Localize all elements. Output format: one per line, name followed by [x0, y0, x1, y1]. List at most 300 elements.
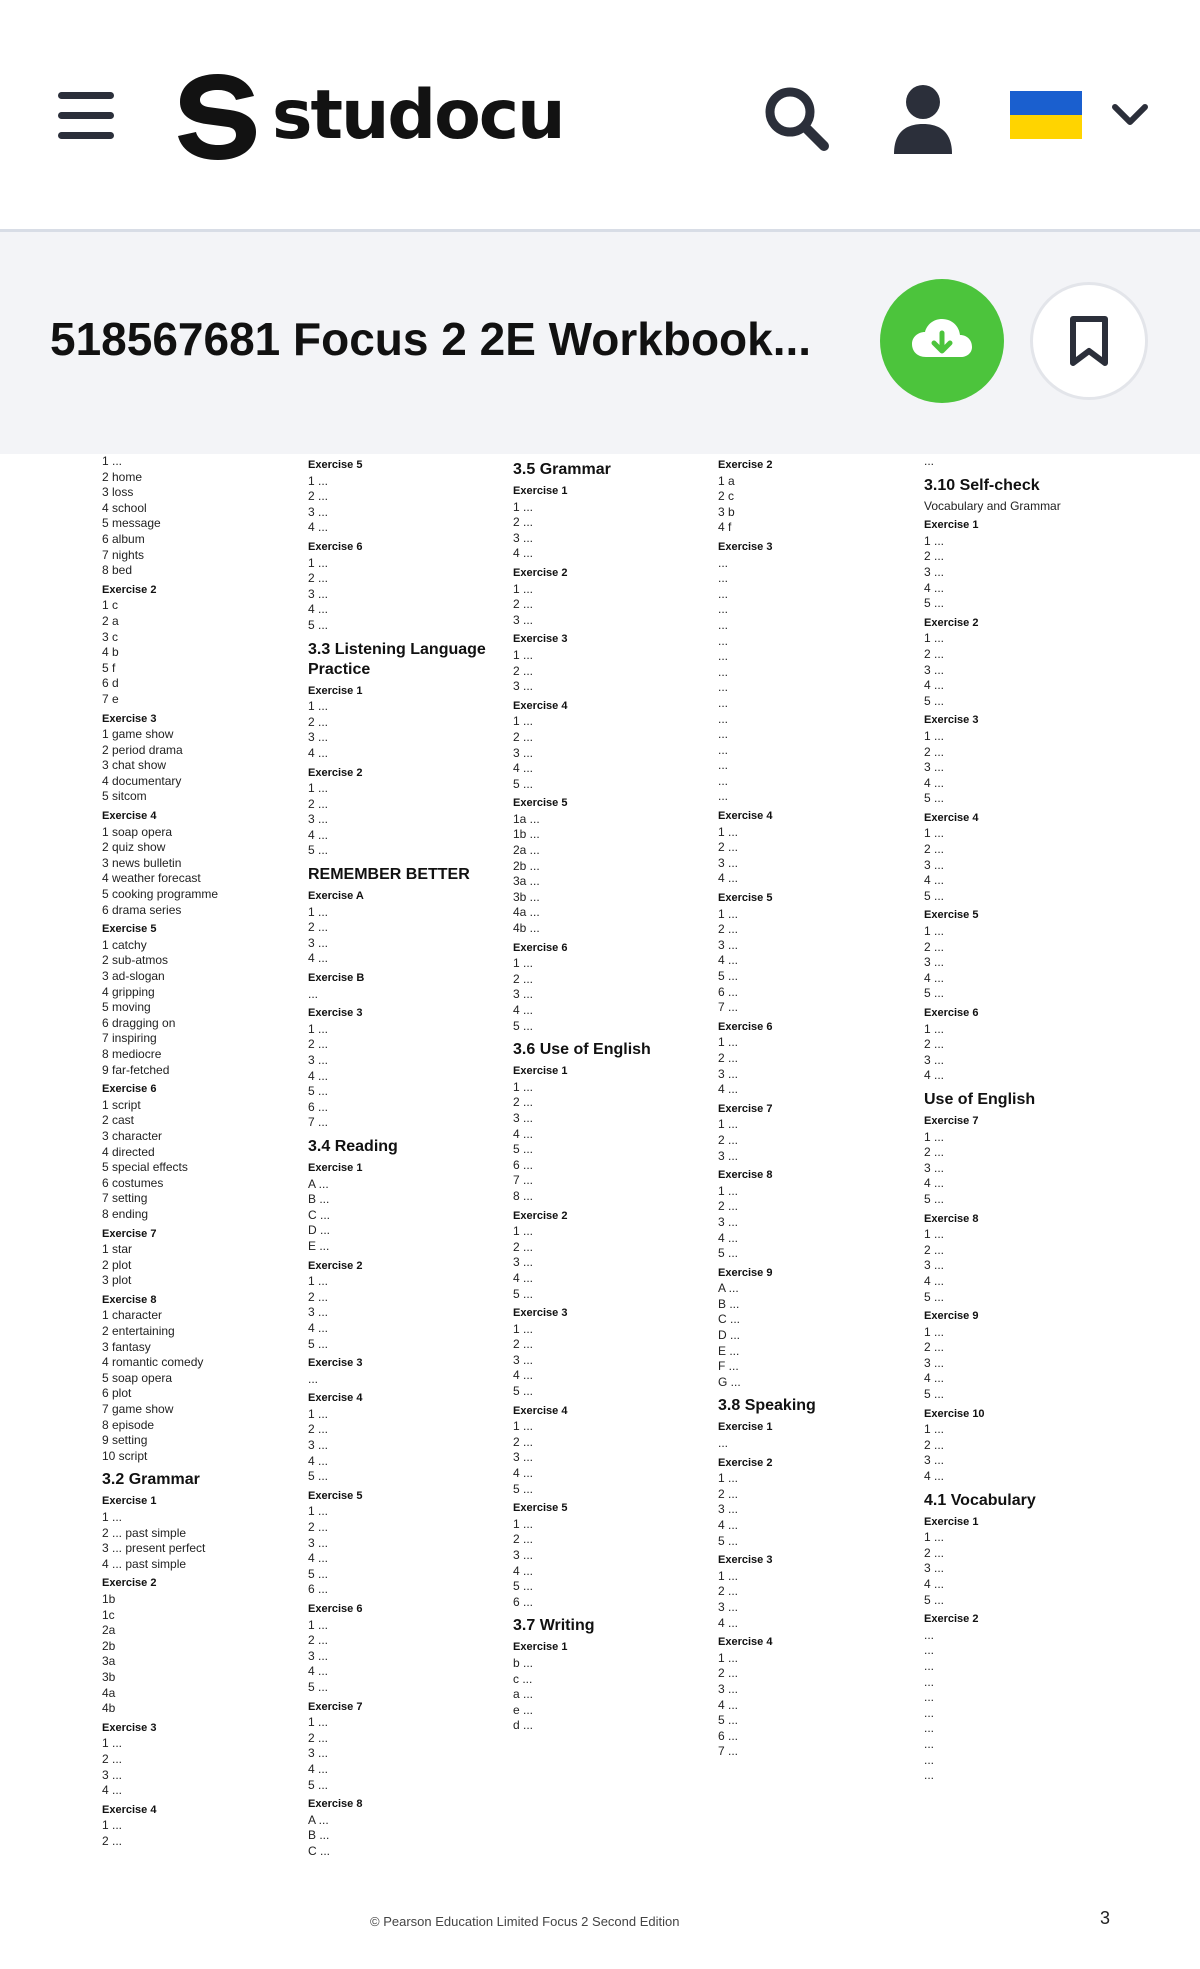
answer-line: 1 ... [308, 781, 329, 796]
answer-line: 3 ... [718, 855, 739, 870]
answer-line: 1 ... [102, 454, 123, 468]
answer-line: 4 ... [924, 873, 945, 888]
answer-line: 1 ... [513, 1224, 534, 1239]
answer-line: 4 ... [308, 1453, 329, 1468]
document-page [0, 454, 1200, 1969]
answer-line: 1 script [102, 1097, 141, 1112]
answer-line: 1 ... [308, 1274, 329, 1289]
answer-line: 5 ... [924, 1387, 945, 1402]
answer-line: 4 ... [308, 951, 329, 966]
exercise-heading: Exercise 5 [102, 923, 157, 936]
answer-line: 4 ... [308, 520, 329, 535]
answer-line: 1 ... [513, 1321, 534, 1336]
answer-line: 5 ... [924, 791, 945, 806]
answer-line: 2 ... [718, 1199, 739, 1214]
answer-line: 4a ... [513, 905, 540, 920]
answer-line: 3 ... [924, 1561, 945, 1576]
answer-line: b ... [513, 1655, 534, 1670]
answer-line: 1 ... [308, 699, 329, 714]
answer-line: ... [924, 1721, 935, 1736]
section-heading: 3.2 Grammar [102, 1471, 200, 1489]
answer-line: 3 ... [513, 679, 534, 694]
exercise-heading: Exercise 5 [308, 1489, 363, 1502]
exercise-heading: Exercise 2 [513, 1209, 568, 1222]
exercise-heading: Exercise 6 [308, 540, 363, 553]
answer-line: 6 d [102, 676, 119, 691]
answer-line: 2 entertaining [102, 1324, 175, 1339]
exercise-heading: Exercise 9 [924, 1310, 979, 1323]
exercise-heading: Exercise A [308, 890, 364, 903]
answer-line: 1 ... [718, 1183, 739, 1198]
answer-line: 4 ... [308, 745, 329, 760]
download-button[interactable] [880, 279, 1004, 403]
answer-line: ... [924, 1752, 935, 1767]
answer-line: 2 ... [308, 920, 329, 935]
answer-line: Vocabulary and Grammar [924, 498, 1061, 513]
answer-line: 4 ... [513, 1270, 534, 1285]
answer-line: 5 ... [308, 1679, 329, 1694]
answer-line: ... [718, 555, 729, 570]
exercise-heading: Exercise 1 [308, 684, 363, 697]
answer-line: 3 ... [718, 1681, 739, 1696]
answer-line: ... [924, 1658, 935, 1673]
answer-line: 1 ... [102, 1818, 123, 1833]
answer-line: 3 ... [924, 955, 945, 970]
answer-line: 4a [102, 1685, 116, 1700]
answer-line: 3b ... [513, 889, 540, 904]
answer-line: 5 ... [308, 1469, 329, 1484]
exercise-heading: Exercise 7 [308, 1700, 363, 1713]
answer-line: 5 ... [308, 1084, 329, 1099]
answer-line: 2b [102, 1638, 116, 1653]
answer-line: 1 ... [102, 1736, 123, 1751]
exercise-heading: Exercise 4 [102, 810, 157, 823]
answer-line: 2 ... [513, 971, 534, 986]
exercise-heading: Exercise 1 [924, 1515, 979, 1528]
answer-line: 4 ... [513, 1368, 534, 1383]
answer-line: 7 nights [102, 547, 145, 562]
answer-line: 5 ... [513, 1579, 534, 1594]
answer-line: 1 ... [924, 1021, 945, 1036]
answer-line: 3 ... [308, 1535, 329, 1550]
answer-line: 2 ... [924, 1242, 945, 1257]
answer-line: 3 loss [102, 485, 134, 500]
answer-line: 3 ... [513, 612, 534, 627]
answer-line: 5 ... [513, 1384, 534, 1399]
answer-line: 1 ... [718, 1035, 739, 1050]
menu-icon[interactable] [58, 92, 114, 140]
answer-line: 1 ... [924, 728, 945, 743]
answer-line: 3 ... [513, 1352, 534, 1367]
answer-line: 3 ... [924, 1160, 945, 1175]
answer-line: 2 ... [718, 1486, 739, 1501]
answer-line: 3 ... [308, 730, 329, 745]
answer-line: 4b [102, 1701, 116, 1716]
answer-line: 7 game show [102, 1402, 174, 1417]
answer-line: 3 ... [513, 530, 534, 545]
section-heading: 3.7 Writing [513, 1617, 595, 1635]
answer-line: 4 ... [513, 1466, 534, 1481]
answer-line: 1 ... [924, 533, 945, 548]
answer-line: 5 ... [924, 888, 945, 903]
answer-line: 1 ... [924, 631, 945, 646]
answer-line: 3 ... [513, 1110, 534, 1125]
answer-line: 3 ... [513, 1548, 534, 1562]
answer-line: 5 soap opera [102, 1370, 173, 1385]
answer-line: 4 ... [924, 1577, 945, 1591]
exercise-heading: Exercise 3 [308, 1007, 363, 1020]
answer-line: 2 c [718, 489, 735, 504]
answer-line: ... [718, 695, 729, 710]
answer-line: 2 a [102, 613, 119, 628]
answer-line: 1 a [718, 473, 735, 488]
answer-line: 4 ... [308, 1664, 329, 1679]
answer-line: 1b [102, 1591, 116, 1606]
answer-line: 2 ... [513, 1434, 534, 1449]
answer-line: 2 ... [718, 1584, 739, 1599]
answer-line: 1 star [102, 1242, 133, 1257]
answer-line: ... [924, 1705, 935, 1720]
answer-line: 5 ... [718, 1533, 739, 1548]
answer-line: 8 mediocre [102, 1046, 162, 1061]
answer-line: 1 ... [513, 956, 534, 971]
answer-line: 1 ... [308, 1021, 329, 1036]
exercise-heading: Exercise 4 [513, 699, 568, 712]
answer-line: 1 ... [513, 1419, 534, 1434]
answer-line: 4 ... [924, 1068, 945, 1083]
answer-line: 4 ... [718, 953, 739, 968]
answer-line: 1c [102, 1607, 115, 1622]
answer-line: 1a ... [513, 811, 540, 826]
answer-line: 4 ... [513, 761, 534, 776]
answer-line: 9 setting [102, 1433, 148, 1448]
answer-line: a ... [513, 1687, 534, 1702]
answer-line: 6 ... [718, 1728, 739, 1743]
exercise-heading: Exercise 9 [718, 1266, 773, 1279]
answer-line: ... [718, 789, 729, 804]
answer-line: 2 ... [513, 1239, 534, 1254]
answer-line: 5 ... [924, 1191, 945, 1206]
answer-line: 3 ... [513, 1450, 534, 1465]
answer-line: 4 directed [102, 1144, 155, 1159]
answer-line: 5 moving [102, 1000, 151, 1015]
answer-line: 1 ... [308, 1406, 329, 1421]
answer-line: 7 inspiring [102, 1031, 157, 1046]
answer-line: 2 ... [924, 549, 945, 564]
answer-line: B ... [308, 1192, 330, 1207]
answer-line: 4 romantic comedy [102, 1355, 204, 1370]
answer-line: 2 sub-atmos [102, 953, 169, 968]
answer-line: 4 ... [308, 1068, 329, 1083]
exercise-heading: Exercise 3 [718, 540, 773, 553]
exercise-heading: Exercise 2 [102, 1577, 157, 1590]
bookmark-icon [1069, 315, 1109, 367]
answer-line: 7 ... [513, 1173, 534, 1188]
answer-line: 1 ... [718, 906, 739, 921]
exercise-heading: Exercise 4 [924, 811, 979, 824]
user-icon[interactable] [890, 82, 956, 154]
section-heading: 3.3 Listening Language Practice [308, 640, 486, 678]
answer-line: 4 ... [924, 775, 945, 790]
answer-line: 4 ... [308, 827, 329, 842]
answer-line: C ... [308, 1843, 331, 1858]
ukraine-flag-icon [1010, 91, 1082, 139]
bookmark-button[interactable] [1030, 282, 1148, 400]
answer-line: 2 ... [308, 1633, 329, 1648]
chevron-down-icon [1112, 103, 1148, 127]
answer-line: A ... [308, 1812, 329, 1827]
answer-line: 2 ... [308, 571, 329, 586]
answer-line: 5 ... [718, 1246, 739, 1261]
answer-line: 2 ... [718, 1050, 739, 1065]
answer-line: 3 ... [924, 1355, 945, 1370]
answer-line: G ... [718, 1374, 741, 1389]
answer-line: 5 ... [308, 1336, 329, 1351]
answer-line: 5 ... [924, 1289, 945, 1304]
answer-line: 2 period drama [102, 742, 183, 757]
answer-line: 1 ... [718, 1568, 739, 1583]
exercise-heading: Exercise 5 [924, 909, 979, 922]
answer-line: 4 ... [718, 1082, 739, 1097]
answer-line: 8 ending [102, 1206, 149, 1221]
answer-line: 3 ... [308, 1053, 329, 1067]
answer-line: 5 special effects [102, 1160, 188, 1175]
answer-line: 5 ... [308, 1566, 329, 1581]
answer-line: 3 c [102, 629, 119, 644]
answer-line: 4 ... [924, 1469, 945, 1484]
answer-line: ... [718, 680, 729, 695]
answer-line: 1 c [102, 598, 119, 613]
answer-line: 3 ... [718, 937, 739, 952]
answer-line: 2 ... [308, 1730, 329, 1745]
answer-line: 5 cooking programme [102, 887, 219, 902]
exercise-heading: Exercise 5 [718, 892, 773, 905]
exercise-heading: Exercise 3 [513, 633, 568, 646]
answer-line: ... [924, 1674, 935, 1689]
answer-line: 6 ... [513, 1594, 534, 1609]
answer-line: 9 far-fetched [102, 1062, 170, 1077]
answer-line: 8 episode [102, 1417, 155, 1432]
answer-line: 4 ... past simple [102, 1556, 187, 1571]
answer-line: 2 ... [924, 744, 945, 759]
exercise-heading: Exercise 2 [308, 766, 363, 779]
answer-line: 2a ... [513, 843, 540, 858]
answer-line: 3 ... [924, 760, 945, 775]
answer-line: 3 ... [513, 745, 534, 760]
answer-line: 2 ... [308, 1037, 329, 1052]
answer-line: 2 ... [513, 1532, 534, 1547]
document-title-bar [0, 232, 1200, 454]
answer-line: 4 ... [924, 970, 945, 985]
answer-line: 1 ... [513, 581, 534, 596]
answer-line: 5 ... [513, 1142, 534, 1157]
answer-line: 3 news bulletin [102, 855, 182, 870]
answer-line: 1 ... [102, 1510, 123, 1524]
exercise-heading: Exercise 2 [924, 616, 979, 629]
answer-line: 4 ... [308, 1320, 329, 1335]
answer-line: 2 ... [308, 1520, 329, 1535]
answer-line: 6 ... [513, 1157, 534, 1172]
answer-line: 1 ... [308, 1715, 329, 1730]
answer-line: 3 ... [718, 1148, 739, 1163]
answer-line: 1 ... [308, 1504, 329, 1519]
answer-line: 7 ... [718, 1744, 739, 1759]
answer-line: 3 ... [924, 1258, 945, 1273]
answer-line: 2 ... [513, 1095, 534, 1110]
answer-line: 5 ... [513, 1286, 534, 1301]
answer-line: 1 ... [513, 1516, 534, 1531]
answer-line: 6 plot [102, 1386, 132, 1401]
answer-line: 3 ... [308, 1648, 329, 1663]
top-nav-bar [0, 0, 1200, 232]
answer-line: 3a [102, 1654, 116, 1669]
answer-line: 2a [102, 1623, 116, 1638]
exercise-heading: Exercise 6 [513, 941, 568, 954]
answer-line: 3 ... [924, 1052, 945, 1067]
answer-line: 4 ... [513, 546, 534, 561]
answer-line: 2 ... [718, 840, 739, 855]
answer-line: 5 f [102, 660, 116, 675]
answer-line: 2 ... [924, 646, 945, 661]
answer-line: 1 ... [924, 924, 945, 939]
exercise-heading: Exercise 2 [718, 1456, 773, 1469]
section-heading: 3.5 Grammar [513, 461, 611, 478]
section-heading: Use of English [924, 1090, 1036, 1108]
answer-line: 1 ... [308, 1617, 329, 1632]
answer-line: 1 ... [513, 1079, 534, 1094]
answer-line: 3 ... [308, 1746, 329, 1761]
exercise-heading: Exercise 3 [102, 712, 157, 725]
search-icon[interactable] [762, 84, 832, 154]
answer-line: 2 ... [102, 1833, 123, 1848]
answer-line: 2 ... [718, 922, 739, 937]
exercise-heading: Exercise 8 [308, 1798, 363, 1811]
answer-line: 1 game show [102, 727, 174, 742]
answer-line: 4 ... [308, 602, 329, 617]
exercise-heading: Exercise 1 [513, 1641, 568, 1654]
answer-line: 1 ... [924, 1129, 945, 1144]
answer-line: 5 ... [718, 1713, 739, 1728]
language-selector[interactable] [1010, 90, 1150, 140]
answer-line: 6 drama series [102, 902, 182, 917]
answer-line: 4 ... [308, 1761, 329, 1776]
answer-line: c ... [513, 1671, 533, 1686]
answer-line: 3 ... present perfect [102, 1541, 206, 1556]
answer-line: 5 ... [924, 596, 945, 611]
answer-line: E ... [718, 1343, 740, 1358]
answer-line: 5 ... [308, 843, 329, 858]
answer-column-1 [102, 454, 292, 1849]
answer-line: 3 ... [924, 857, 945, 872]
answer-line: 5 ... [513, 776, 534, 791]
answer-line: ... [718, 1436, 729, 1451]
answer-line: C ... [308, 1207, 331, 1222]
answer-line: 4 weather forecast [102, 871, 201, 886]
answer-line: 2 ... [513, 729, 534, 744]
answer-line: 6 ... [308, 1582, 329, 1597]
answer-line: 2 ... [924, 1340, 945, 1355]
answer-line: 2 ... [924, 1145, 945, 1160]
answer-line: 10 script [102, 1448, 148, 1463]
answer-column-3 [513, 454, 703, 1734]
answer-line: 4 school [102, 500, 147, 515]
answer-line: 2 ... [718, 1132, 739, 1147]
answer-column-5 [924, 454, 1114, 1784]
answer-line: 3 ... [718, 1502, 739, 1517]
answer-line: 2 ... [513, 597, 534, 612]
answer-line: ... [718, 649, 729, 664]
answer-line: 1 ... [924, 1422, 945, 1437]
answer-line: E ... [308, 1238, 330, 1253]
exercise-heading: Exercise 2 [924, 1613, 979, 1626]
answer-line: 2 ... [513, 663, 534, 678]
answer-line: d ... [513, 1718, 534, 1733]
answer-line: 5 ... [308, 617, 329, 632]
answer-line: 1 character [102, 1308, 163, 1323]
answer-line: 5 ... [924, 693, 945, 708]
answer-line: 2b ... [513, 858, 540, 873]
answer-line: 4 ... [924, 678, 945, 693]
answer-column-2 [308, 454, 498, 1860]
answer-line: 2 ... [718, 1666, 739, 1681]
answer-line: 2 ... [102, 1751, 123, 1766]
answer-line: 6 costumes [102, 1175, 164, 1190]
answer-line: 5 ... [924, 1592, 945, 1607]
answer-line: 1 ... [513, 714, 534, 729]
studocu-logo[interactable] [170, 68, 564, 164]
answer-line: 1 ... [308, 555, 329, 570]
answer-line: ... [718, 571, 729, 586]
page-number: 3 [1100, 1908, 1111, 1928]
answer-line: 5 sitcom [102, 789, 147, 804]
exercise-heading: Exercise 8 [924, 1212, 979, 1225]
answer-line: 1 ... [924, 826, 945, 841]
answer-line: 4 f [718, 520, 732, 535]
answer-line: 4 ... [308, 1551, 329, 1566]
answer-line: 3 ... [308, 1438, 329, 1453]
answer-line: 1 ... [718, 1117, 739, 1132]
exercise-heading: Exercise 5 [513, 1502, 568, 1515]
answer-line: 4 gripping [102, 984, 155, 999]
logo-text: studocu [272, 76, 564, 155]
answer-line: 3 ... [308, 1305, 329, 1320]
answer-line: 1 ... [513, 647, 534, 662]
answer-line: 1 ... [308, 473, 329, 488]
answer-line: 5 ... [513, 1481, 534, 1496]
answer-line: 5 ... [924, 986, 945, 1001]
answer-line: 2 ... [308, 489, 329, 504]
answer-line: 1 catchy [102, 937, 147, 952]
answer-line: 4 ... [718, 871, 739, 886]
answer-line: 1 ... [924, 1227, 945, 1242]
exercise-heading: Exercise 2 [513, 566, 568, 579]
answer-line: 4 b [102, 645, 119, 660]
answer-line: 8 bed [102, 563, 133, 578]
answer-line: 7 ... [308, 1115, 329, 1130]
answer-line: ... [718, 617, 729, 632]
answer-line: 2 cast [102, 1113, 135, 1128]
answer-line: 2 ... [924, 939, 945, 954]
answer-line: ... [718, 758, 729, 773]
answer-line: F ... [718, 1359, 739, 1374]
answer-line: 2 ... [308, 796, 329, 811]
exercise-heading: Exercise 1 [308, 1161, 363, 1174]
answer-line: 3 ... [924, 662, 945, 677]
answer-line: 3 character [102, 1128, 163, 1143]
answer-line: 7 setting [102, 1191, 148, 1206]
answer-line: 3a ... [513, 874, 540, 889]
answer-column-4 [718, 454, 908, 1760]
